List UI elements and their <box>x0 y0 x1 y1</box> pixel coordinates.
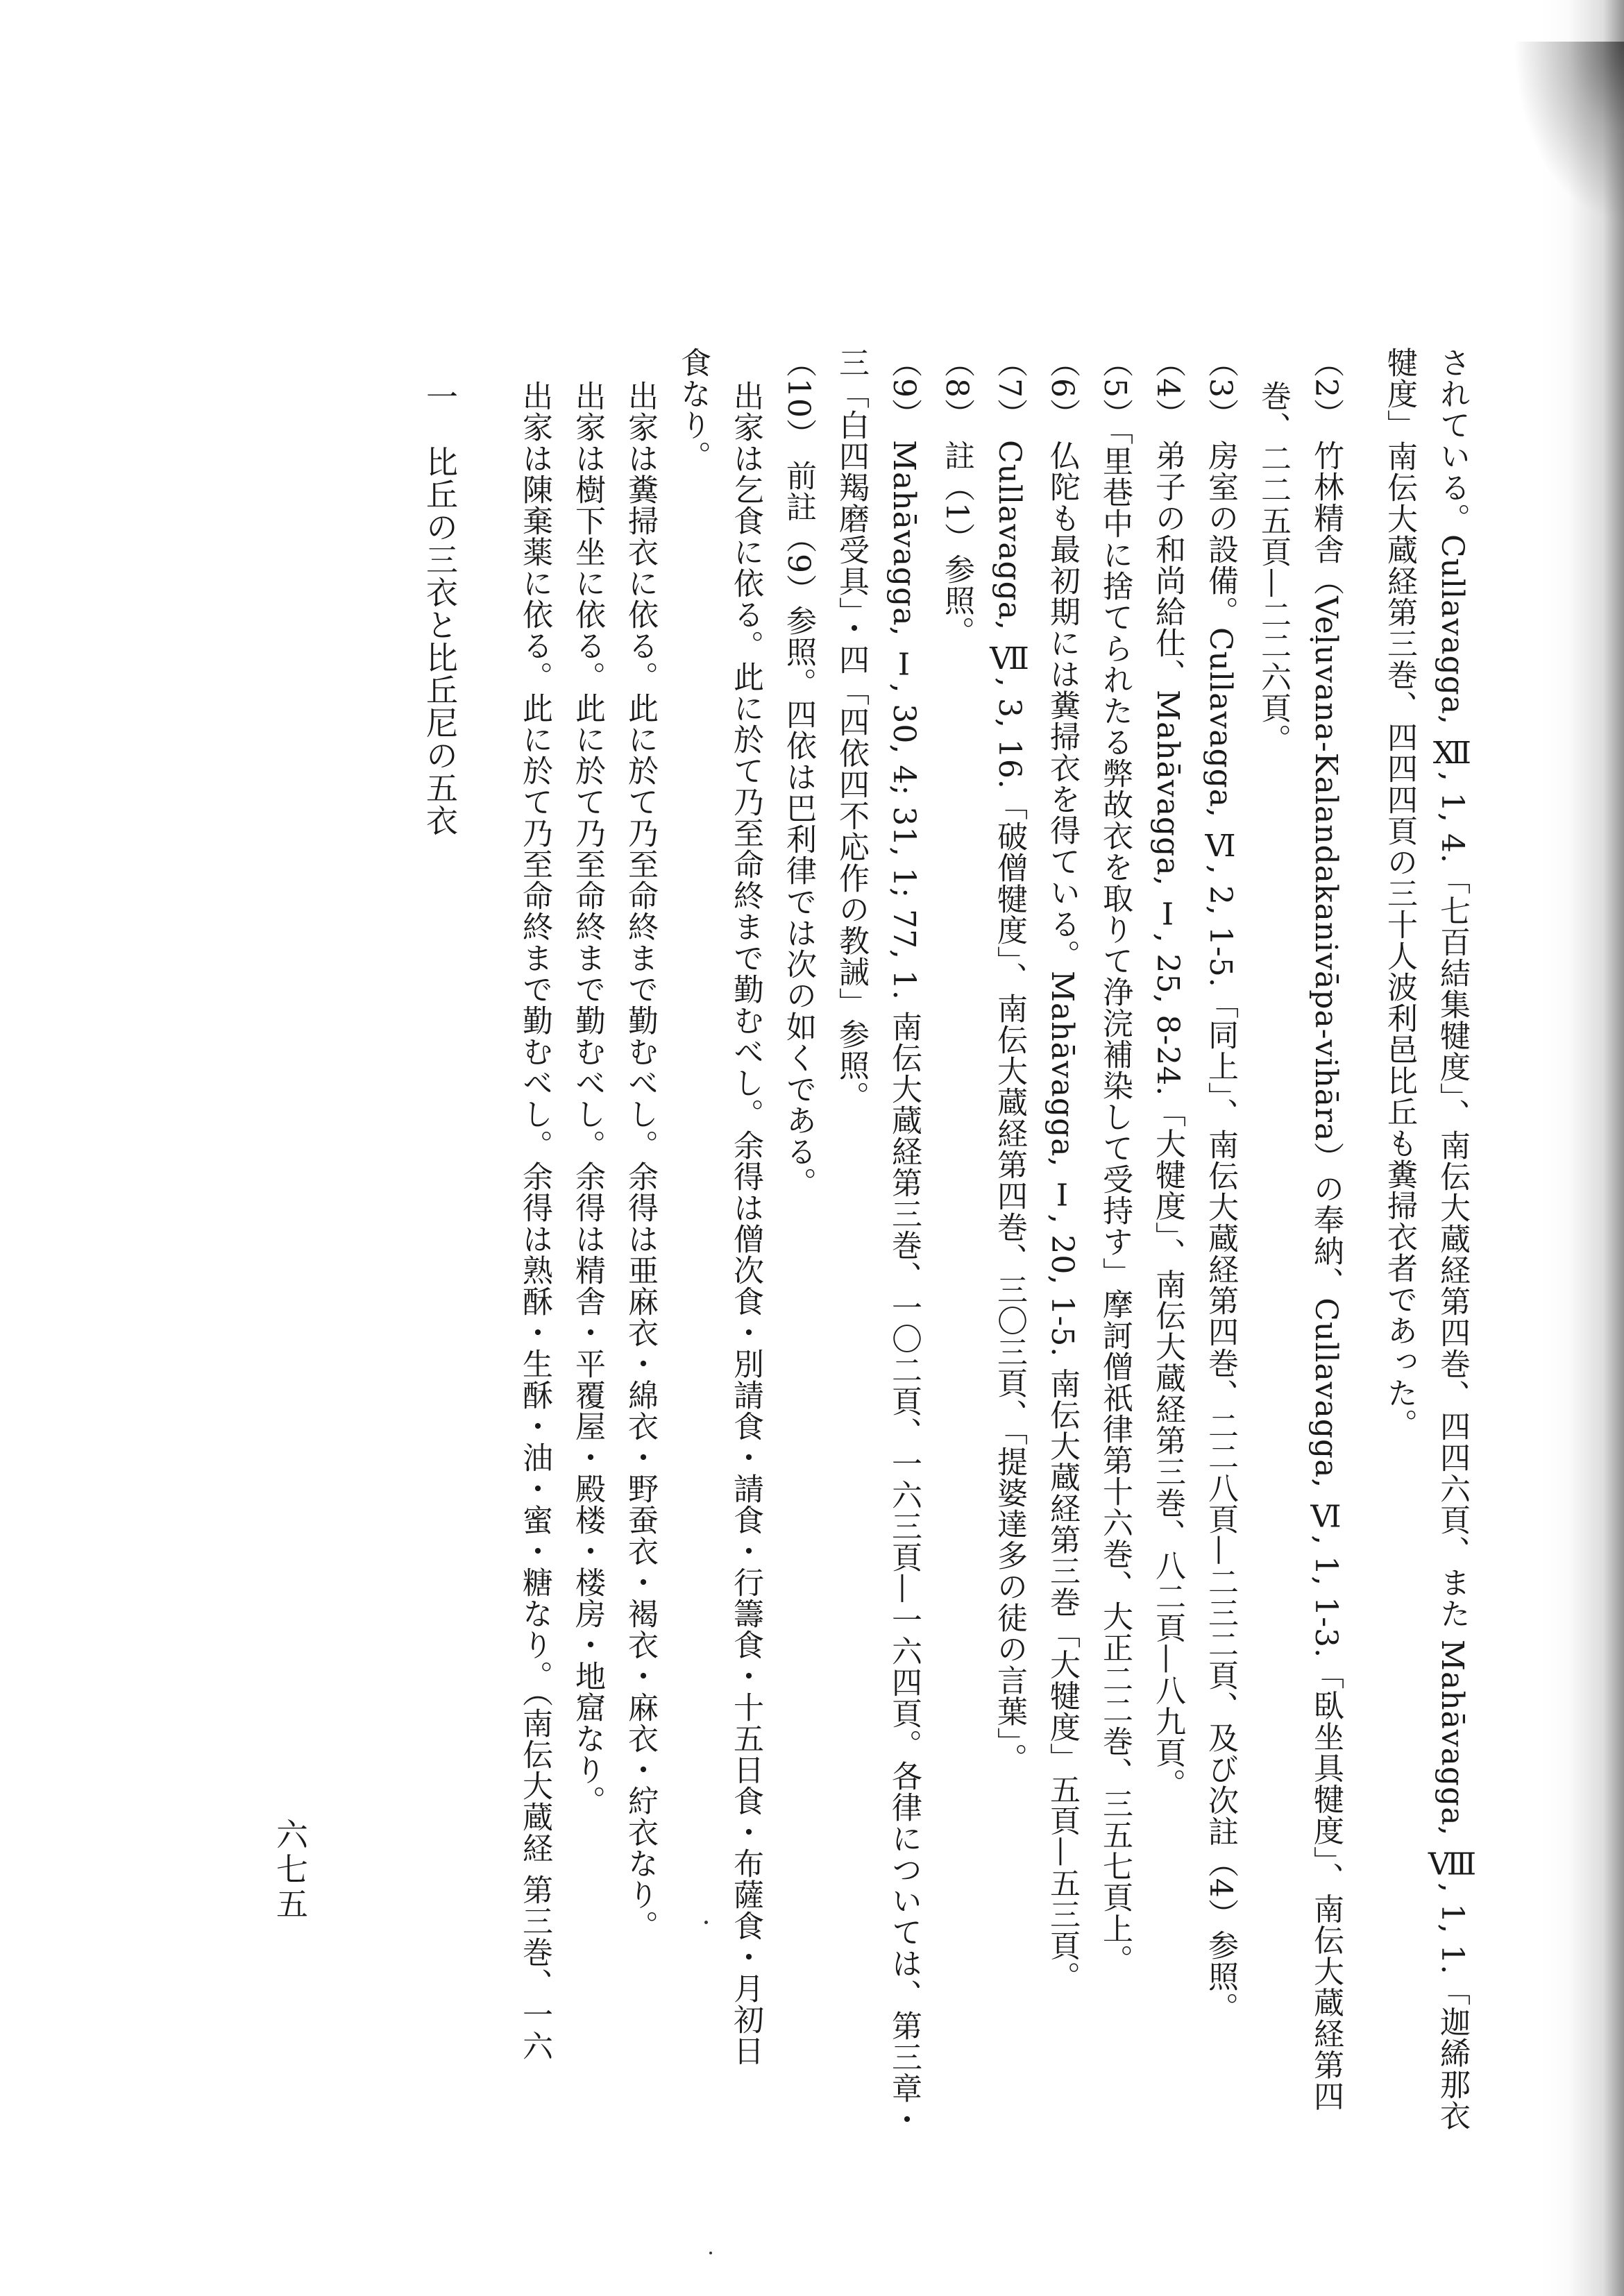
text-line: 出家は陳棄薬に依る。此に於て乃至命終まで勤むべし。余得は熟酥・生酥・油・蜜・糖なり。（南伝大蔵経 第三巻、一六 <box>517 380 552 2061</box>
text-line: 食なり。 <box>675 347 711 472</box>
note-2: （2） 竹林精舎（Veḷuvana-Kalandakanivāpa-vihāra）の奉納、Cullavagga, Ⅵ, 1, 1-3.「臥坐具犍度」、南伝大蔵経第四 <box>1308 347 1344 2112</box>
text-line: 三「白四羯磨受具」・四「四依四不応作の教誡」参照。 <box>834 347 869 1112</box>
page-number: 六七五 <box>271 1818 309 1922</box>
section-heading: 一 比丘の三衣と比丘尼の五衣 <box>421 380 459 837</box>
scan-corner-shadow <box>1513 42 1624 222</box>
scan-speck <box>709 2252 712 2254</box>
text-line: 犍度」南伝大蔵経第三巻、四四四頁の三十人波利邑比丘も糞掃衣者であった。 <box>1382 347 1417 1440</box>
note-5: （5）「里巷中に捨てられたる弊故衣を取りて浄浣補染して受持す」摩訶僧祇律第十六巻、大正二二巻、三五七頁上。 <box>1097 347 1133 1975</box>
scan-speck <box>704 1921 708 1924</box>
text-line: 出家は乞食に依る。此に於て乃至命終まで勤むべし。余得は僧次食・別請食・請食・行籌食・十五日食・布薩食・月初日 <box>728 380 763 2066</box>
note-10: （10） 前註（9）参照。四依は巴利律では次の如くである。 <box>781 347 816 1198</box>
note-6: （6） 仏陀も最初期には糞掃衣を得ている。Mahāvagga, Ⅰ, 20, 1-5. 南伝大蔵経第三巻「大犍度」五頁—五三頁。 <box>1044 347 1080 1993</box>
note-4: （4） 弟子の和尚給仕、Mahāvagga, Ⅰ, 25, 8-24.「大犍度」、南伝大蔵経第三巻、八二頁—八九頁。 <box>1150 347 1185 1800</box>
note-7: （7） Cullavagga, Ⅶ, 3, 16.「破僧犍度」、南伝大蔵経第四巻、三〇三頁、「提婆達多の徒の言葉」。 <box>992 347 1027 1774</box>
page-body <box>118 347 1478 2276</box>
text-line: 出家は樹下坐に依る。此に於て乃至命終まで勤むべし。余得は精舎・平覆屋・殿楼・楼房・地窟なり。 <box>570 380 605 1817</box>
note-9: （9） Mahāvagga, Ⅰ, 30, 4; 31, 1; 77, 1. 南伝大蔵経第三巻、一〇二頁、一六三頁—一六四頁。各律については、第三章・ <box>886 347 922 2135</box>
scan-edge-shadow <box>1541 0 1624 2296</box>
text-line: 出家は糞掃衣に依る。此に於て乃至命終まで勤むべし。余得は亜麻衣・綿衣・野蚕衣・褐衣・麻衣・紵衣なり。 <box>623 380 658 1941</box>
note-8: （8） 註（1）参照。 <box>939 347 974 647</box>
text-line: 巻、二二五頁—二二六頁。 <box>1255 380 1291 755</box>
text-line: されている。Cullavagga, Ⅻ, 1, 4.「七百結集犍度」、南伝大蔵経第四巻、四四六頁、また Mahāvagga, Ⅷ, 1, 1.「迦絺那衣 <box>1435 347 1470 2132</box>
note-3: （3） 房室の設備。Cullavagga, Ⅵ, 2, 1-5.「同上」、南伝大蔵経第四巻、二二八頁—二三二頁、及び次註（4）参照。 <box>1203 347 1238 2023</box>
